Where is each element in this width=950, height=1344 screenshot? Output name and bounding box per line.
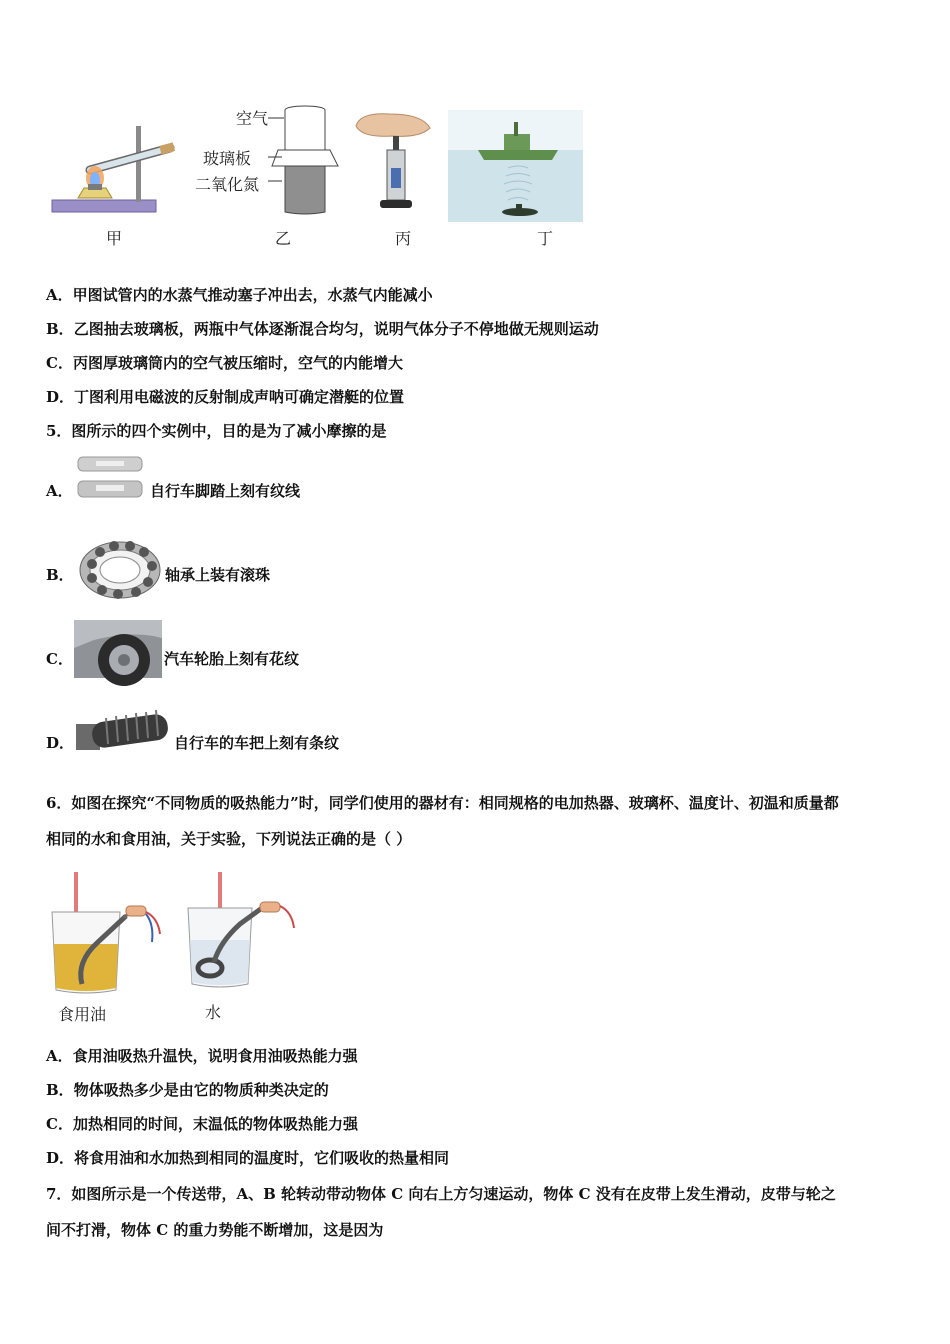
- q6-option-b[interactable]: B．物体吸热多少是由它的物质种类决定的: [46, 1081, 329, 1099]
- test-tube-heating-illustration: [50, 118, 180, 218]
- caption-yi: 乙: [275, 229, 292, 248]
- ship-sonar-illustration: [448, 110, 583, 222]
- oil-beaker-image: [46, 872, 170, 998]
- caption-bing: 丙: [395, 229, 412, 248]
- water-beaker-image: [184, 872, 300, 996]
- label-glass-plate: 玻璃板: [203, 149, 252, 168]
- gas-diffusion-bottles-illustration: [268, 104, 343, 216]
- q5-option-b-letter[interactable]: B．: [46, 566, 74, 584]
- car-tire-image: [74, 620, 162, 678]
- q4-option-a[interactable]: A．甲图试管内的水蒸气推动塞子冲出去，水蒸气内能减小: [46, 286, 433, 304]
- q4-option-c[interactable]: C．丙图厚玻璃筒内的空气被压缩时，空气的内能增大: [46, 354, 403, 372]
- q5-option-d-letter[interactable]: D．: [46, 734, 75, 752]
- q5-stem: 5．图所示的四个实例中，目的是为了减小摩擦的是: [46, 422, 387, 440]
- q5-option-b-text[interactable]: 轴承上装有滚珠: [165, 566, 271, 584]
- q5-option-a-letter[interactable]: A．: [46, 482, 73, 500]
- q6-option-a[interactable]: A．食用油吸热升温快，说明食用油吸热能力强: [46, 1047, 358, 1065]
- piston-compression-illustration: [350, 108, 435, 220]
- caption-ding: 丁: [537, 229, 554, 248]
- label-water: 水: [205, 1003, 222, 1022]
- q5-option-d-text[interactable]: 自行车的车把上刻有条纹: [174, 734, 340, 752]
- q7-stem-line2: 间不打滑，物体 C 的重力势能不断增加，这是因为: [46, 1221, 384, 1239]
- q5-option-a-text[interactable]: 自行车脚踏上刻有纹线: [150, 482, 301, 500]
- q4-option-b[interactable]: B．乙图抽去玻璃板，两瓶中气体逐渐混合均匀，说明气体分子不停地做无规则运动: [46, 320, 599, 338]
- q5-option-c-text[interactable]: 汽车轮胎上刻有花纹: [164, 650, 300, 668]
- q6-stem-line2: 相同的水和食用油，关于实验，下列说法正确的是（ ）: [46, 830, 412, 848]
- label-oil: 食用油: [58, 1005, 107, 1024]
- q5-option-c-letter[interactable]: C．: [46, 650, 73, 668]
- label-no2: 二氧化氮: [195, 175, 260, 194]
- ball-bearing-image: [78, 540, 162, 600]
- label-air: 空气: [236, 109, 269, 128]
- caption-jia: 甲: [106, 229, 123, 248]
- q4-option-d[interactable]: D．丁图利用电磁波的反射制成声呐可确定潜艇的位置: [46, 388, 405, 406]
- bicycle-pedal-image: [76, 455, 144, 501]
- q6-option-c[interactable]: C．加热相同的时间，末温低的物体吸热能力强: [46, 1115, 358, 1133]
- q7-stem-line1: 7．如图所示是一个传送带，A、B 轮转动带动物体 C 向右上方匀速运动，物体 C 没有在皮带上发生滑动，皮带与轮之: [46, 1185, 836, 1203]
- q6-stem-line1: 6．如图在探究“不同物质的吸热能力”时，同学们使用的器材有：相同规格的电加热器、玻璃杯、温度计、初温和质量都: [46, 794, 839, 812]
- bicycle-handlebar-image: [76, 706, 172, 754]
- q6-option-d[interactable]: D．将食用油和水加热到相同的温度时，它们吸收的热量相同: [46, 1149, 450, 1167]
